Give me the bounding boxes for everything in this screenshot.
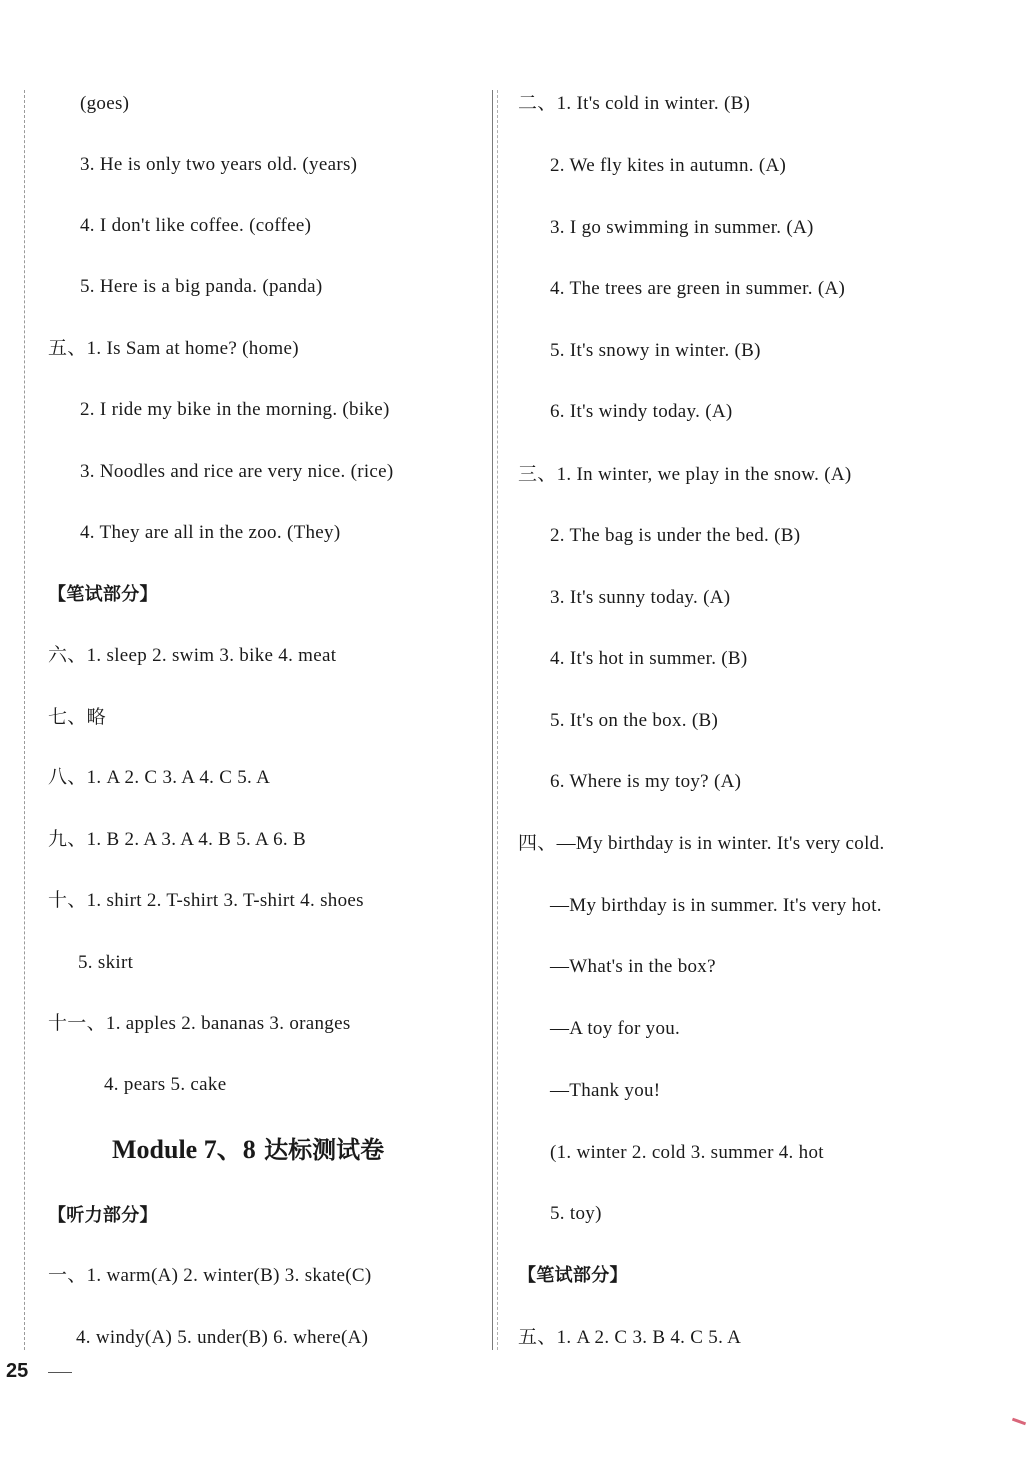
section-eight-line: 八、1. A 2. C 3. A 4. C 5. A [48, 767, 271, 788]
answer-line: 2. We fly kites in autumn. (A) [550, 155, 787, 176]
answer-line: 3. I go swimming in summer. (A) [550, 217, 814, 238]
column-divider-dashed [497, 90, 498, 1350]
section-heading-listening: 【听力部分】 [48, 1205, 158, 1226]
scan-mark [1012, 1418, 1026, 1426]
answer-line: 4. They are all in the zoo. (They) [80, 522, 341, 543]
answer-line: 3. Noodles and rice are very nice. (rice) [80, 461, 394, 482]
answer-line: 5. toy) [550, 1203, 602, 1224]
section-six-line: 六、1. sleep 2. swim 3. bike 4. meat [48, 645, 337, 666]
answer-line: 5. skirt [78, 952, 134, 973]
section-heading-written: 【笔试部分】 [48, 584, 158, 605]
page-number: 25 [6, 1360, 29, 1382]
answer-line: (1. winter 2. cold 3. summer 4. hot [550, 1142, 824, 1163]
section-four-line: 四、—My birthday is in winter. It's very cold. [518, 833, 885, 854]
section-two-line: 二、1. It's cold in winter. (B) [518, 93, 751, 114]
dialogue-line: —A toy for you. [550, 1018, 681, 1039]
answer-line: 4. windy(A) 5. under(B) 6. where(A) [76, 1327, 369, 1348]
answer-line: 5. It's snowy in winter. (B) [550, 340, 761, 361]
section-ten-line: 十、1. shirt 2. T-shirt 3. T-shirt 4. shoes [48, 890, 364, 911]
section-nine-line: 九、1. B 2. A 3. A 4. B 5. A 6. B [48, 829, 306, 850]
module-title-en: Module 7、8 [112, 1135, 256, 1164]
dialogue-line: —My birthday is in summer. It's very hot. [550, 895, 882, 916]
section-eleven-line: 十一、1. apples 2. bananas 3. oranges [48, 1013, 351, 1034]
column-divider [492, 90, 493, 1350]
answer-line: 2. The bag is under the bed. (B) [550, 525, 801, 546]
page-number-dash [48, 1372, 72, 1373]
section-seven-line: 七、略 [48, 707, 106, 728]
section-heading-written: 【笔试部分】 [518, 1265, 628, 1286]
answer-line: 4. I don't like coffee. (coffee) [80, 215, 312, 236]
dialogue-line: —Thank you! [550, 1080, 661, 1101]
binding-dashed-line [24, 90, 25, 1350]
answer-line: 2. I ride my bike in the morning. (bike) [80, 399, 390, 420]
section-one-line: 一、1. warm(A) 2. winter(B) 3. skate(C) [48, 1265, 372, 1286]
dialogue-line: —What's in the box? [550, 956, 716, 977]
answer-line: 5. Here is a big panda. (panda) [80, 276, 323, 297]
module-title-cn: 达标测试卷 [255, 1136, 385, 1164]
answer-line: 5. It's on the box. (B) [550, 710, 719, 731]
section-five-line: 五、1. A 2. C 3. B 4. C 5. A [518, 1327, 742, 1348]
section-five-line: 五、1. Is Sam at home? (home) [48, 338, 299, 359]
answer-line: 4. It's hot in summer. (B) [550, 648, 748, 669]
answer-line: 4. pears 5. cake [104, 1074, 227, 1095]
section-three-line: 三、1. In winter, we play in the snow. (A) [518, 464, 852, 485]
answer-line: 4. The trees are green in summer. (A) [550, 278, 846, 299]
answer-line: 3. He is only two years old. (years) [80, 154, 358, 175]
answer-line: 6. Where is my toy? (A) [550, 771, 742, 792]
answer-line: 3. It's sunny today. (A) [550, 587, 731, 608]
answer-line: (goes) [80, 93, 130, 114]
answer-line: 6. It's windy today. (A) [550, 401, 733, 422]
module-title [112, 1134, 384, 1166]
